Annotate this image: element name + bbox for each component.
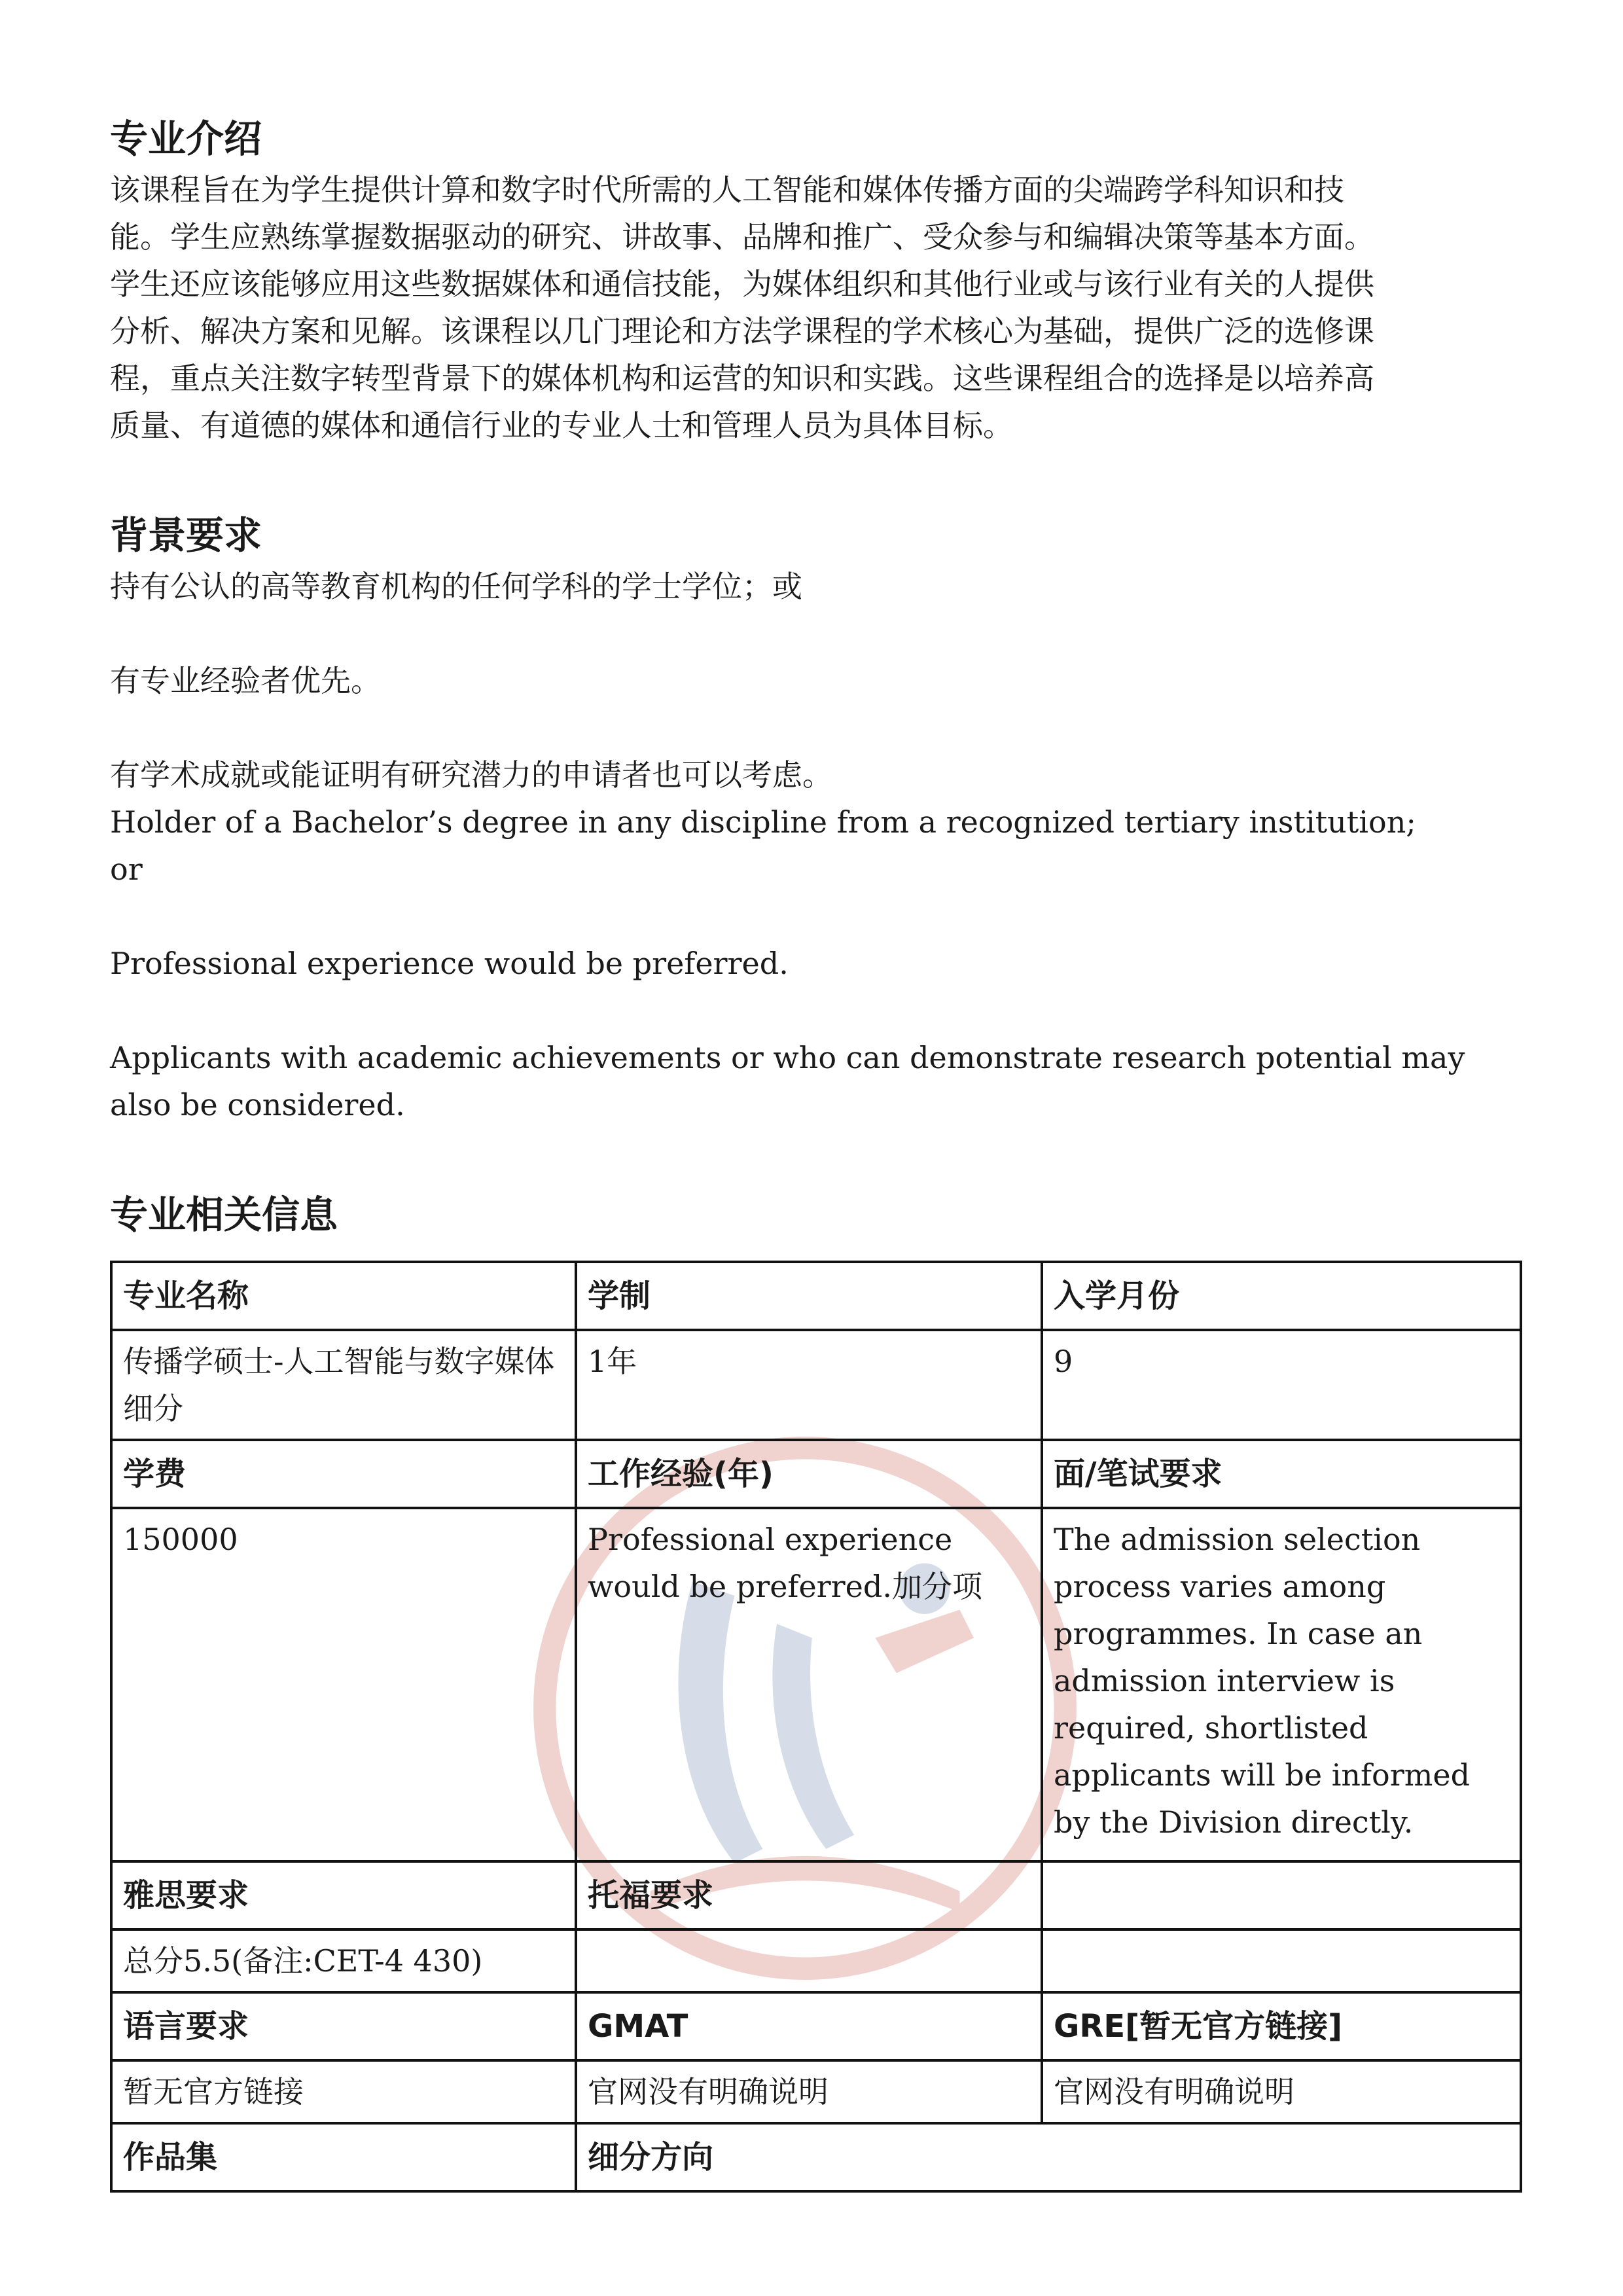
table-row bbox=[111, 2123, 1521, 2191]
value-tuition: 150000 bbox=[111, 1508, 576, 1861]
intro-line: 分析、解决方案和见解。该课程以几门理论和方法学课程的学术核心为基础，提供广泛的选修课 bbox=[110, 314, 1374, 349]
header-toefl: 托福要求 bbox=[576, 1861, 1042, 1929]
header-portfolio: 作品集 bbox=[111, 2123, 576, 2191]
value-gre: 官网没有明确说明 bbox=[1042, 2060, 1521, 2123]
value-intake-month: 9 bbox=[1042, 1330, 1521, 1440]
background-en-2: Professional experience would be preferred. bbox=[110, 946, 789, 981]
value-interview: The admission selection process varies among programmes. In case an admission interview is required, shortlisted applicants will be informed by the Division directly. bbox=[1042, 1508, 1521, 1861]
background-en-1a: Holder of a Bachelor’s degree in any discipline from a recognized tertiary institution; bbox=[110, 804, 1416, 840]
value-empty bbox=[1042, 1929, 1521, 1992]
table-row bbox=[111, 1262, 1521, 1330]
header-ielts: 雅思要求 bbox=[111, 1861, 576, 1929]
background-cn-2: 有专业经验者优先。 bbox=[110, 663, 381, 698]
value-work-experience: Professional experience would be preferred.加分项 bbox=[576, 1508, 1042, 1861]
info-title: 专业相关信息 bbox=[110, 1193, 338, 1237]
background-title: 背景要求 bbox=[110, 513, 262, 558]
value-ielts: 总分5.5(备注:CET-4 430) bbox=[111, 1929, 576, 1992]
header-program-name: 专业名称 bbox=[111, 1262, 576, 1330]
table-row bbox=[111, 1440, 1521, 1508]
header-tuition: 学费 bbox=[111, 1440, 576, 1508]
header-duration: 学制 bbox=[576, 1262, 1042, 1330]
value-gmat: 官网没有明确说明 bbox=[576, 2060, 1042, 2123]
intro-line: 程，重点关注数字转型背景下的媒体机构和运营的知识和实践。这些课程组合的选择是以培养高 bbox=[110, 361, 1374, 396]
background-en-1b: or bbox=[110, 852, 143, 887]
value-toefl bbox=[576, 1929, 1042, 1992]
table-row bbox=[111, 1330, 1521, 1440]
header-language: 语言要求 bbox=[111, 1992, 576, 2060]
table-row bbox=[111, 2060, 1521, 2123]
header-intake-month: 入学月份 bbox=[1042, 1262, 1521, 1330]
header-interview: 面/笔试要求 bbox=[1042, 1440, 1521, 1508]
header-gmat: GMAT bbox=[576, 1992, 1042, 2060]
table-row bbox=[111, 1992, 1521, 2060]
background-en-3a: Applicants with academic achievements or who can demonstrate research potential may bbox=[110, 1040, 1465, 1075]
value-duration: 1年 bbox=[576, 1330, 1042, 1440]
header-work-experience: 工作经验(年) bbox=[576, 1440, 1042, 1508]
table-row bbox=[111, 1929, 1521, 1992]
intro-line: 能。学生应熟练掌握数据驱动的研究、讲故事、品牌和推广、受众参与和编辑决策等基本方面。 bbox=[110, 219, 1374, 255]
program-info-table bbox=[110, 1261, 1522, 2193]
intro-line: 学生还应该能够应用这些数据媒体和通信技能，为媒体组织和其他行业或与该行业有关的人提供 bbox=[110, 266, 1374, 302]
background-cn-1: 持有公认的高等教育机构的任何学科的学士学位；或 bbox=[110, 569, 802, 604]
header-empty bbox=[1042, 1861, 1521, 1929]
background-en-3b: also be considered. bbox=[110, 1087, 405, 1122]
value-language: 暂无官方链接 bbox=[111, 2060, 576, 2123]
document-page bbox=[110, 111, 1517, 2193]
intro-title: 专业介绍 bbox=[110, 117, 262, 161]
intro-line: 该课程旨在为学生提供计算和数字时代所需的人工智能和媒体传播方面的尖端跨学科知识和技 bbox=[110, 172, 1344, 207]
header-direction: 细分方向 bbox=[576, 2123, 1521, 2191]
value-program-name: 传播学硕士-人工智能与数字媒体细分 bbox=[111, 1330, 576, 1440]
intro-line: 质量、有道德的媒体和通信行业的专业人士和管理人员为具体目标。 bbox=[110, 408, 1013, 443]
background-cn-3: 有学术成就或能证明有研究潜力的申请者也可以考虑。 bbox=[110, 757, 832, 793]
table-row bbox=[111, 1508, 1521, 1861]
table-row bbox=[111, 1861, 1521, 1929]
header-gre: GRE[暂无官方链接] bbox=[1042, 1992, 1521, 2060]
